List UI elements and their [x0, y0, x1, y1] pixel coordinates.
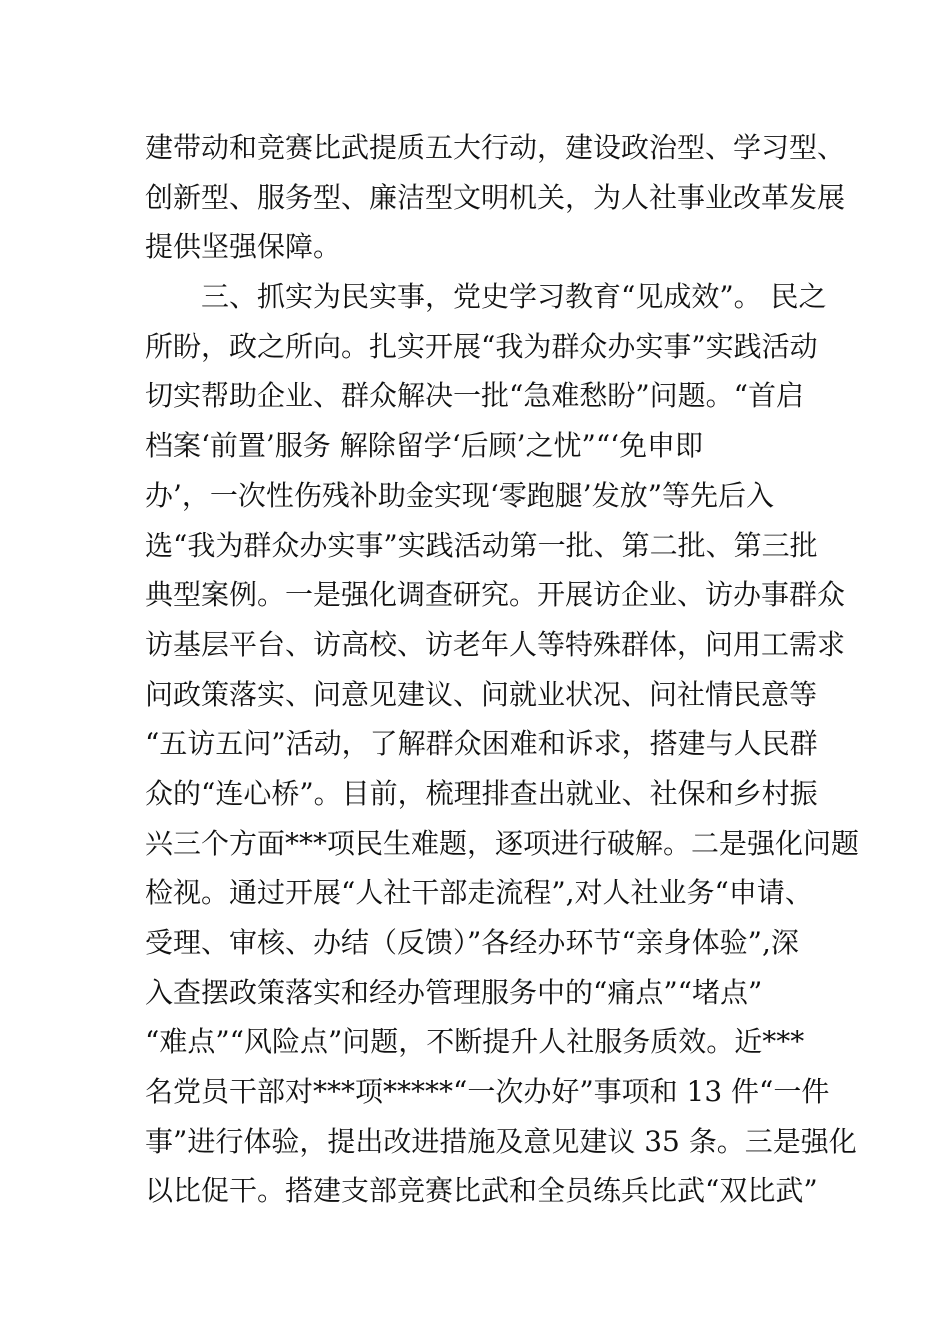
text-line: “难点”“风险点”问题，不断提升人社服务质效。近*** — [145, 1025, 805, 1059]
text-line: 事”进行体验，提出改进措施及意见建议 35 条。三是强化 — [145, 1124, 857, 1158]
text-line: 检视。通过开展“人社干部走流程”,对人社业务“申请、 — [145, 876, 813, 910]
text-line: 所盼，政之所向。扎实开展“我为群众办实事”实践活动 — [145, 329, 818, 363]
text-line: 以比促干。搭建支部竞赛比武和全员练兵比武“双比武” — [145, 1174, 818, 1208]
section-heading-line: 三、抓实为民实事，党史学习教育“见成效”。 民之 — [145, 280, 827, 314]
text-line: 众的“连心桥”。目前，梳理排查出就业、社保和乡村振 — [145, 776, 818, 810]
text-line: 建带动和竞赛比武提质五大行动，建设政治型、学习型、 — [145, 131, 846, 164]
text-line: 选“我为群众办实事”实践活动第一批、第二批、第三批 — [145, 528, 818, 562]
text-line: 兴三个方面***项民生难题，逐项进行破解。二是强化问题 — [145, 826, 860, 860]
text-line: “五访五问”活动，了解群众困难和诉求，搭建与人民群 — [145, 727, 818, 761]
text-line: 创新型、服务型、廉洁型文明机关，为人社事业改革发展 — [145, 180, 846, 214]
text-line: 典型案例。一是强化调查研究。开展访企业、访办事群众 — [145, 578, 846, 612]
text-line: 受理、审核、办结（反馈）”各经办环节“亲身体验”,深 — [145, 926, 799, 959]
text-line: 名党员干部对***项*****“一次办好”事项和 13 件“一件 — [145, 1075, 830, 1109]
text-line: 入查摆政策落实和经办管理服务中的“痛点”“堵点” — [145, 975, 763, 1009]
text-line: 档案‘前置’服务 解除留学‘后顾’之忧”“‘免申即 — [145, 429, 704, 463]
text-line: 提供坚强保障。 — [145, 230, 342, 264]
text-line: 办’，一次性伤残补助金实现‘零跑腿’发放”等先后入 — [145, 478, 775, 512]
text-line: 切实帮助企业、群众解决一批“急难愁盼”问题。“首启 — [145, 379, 804, 413]
text-line: 问政策落实、问意见建议、问就业状况、问社情民意等 — [145, 677, 818, 711]
body-text — [145, 123, 860, 1216]
text-line: 访基层平台、访高校、访老年人等特殊群体，问用工需求 — [145, 627, 846, 661]
